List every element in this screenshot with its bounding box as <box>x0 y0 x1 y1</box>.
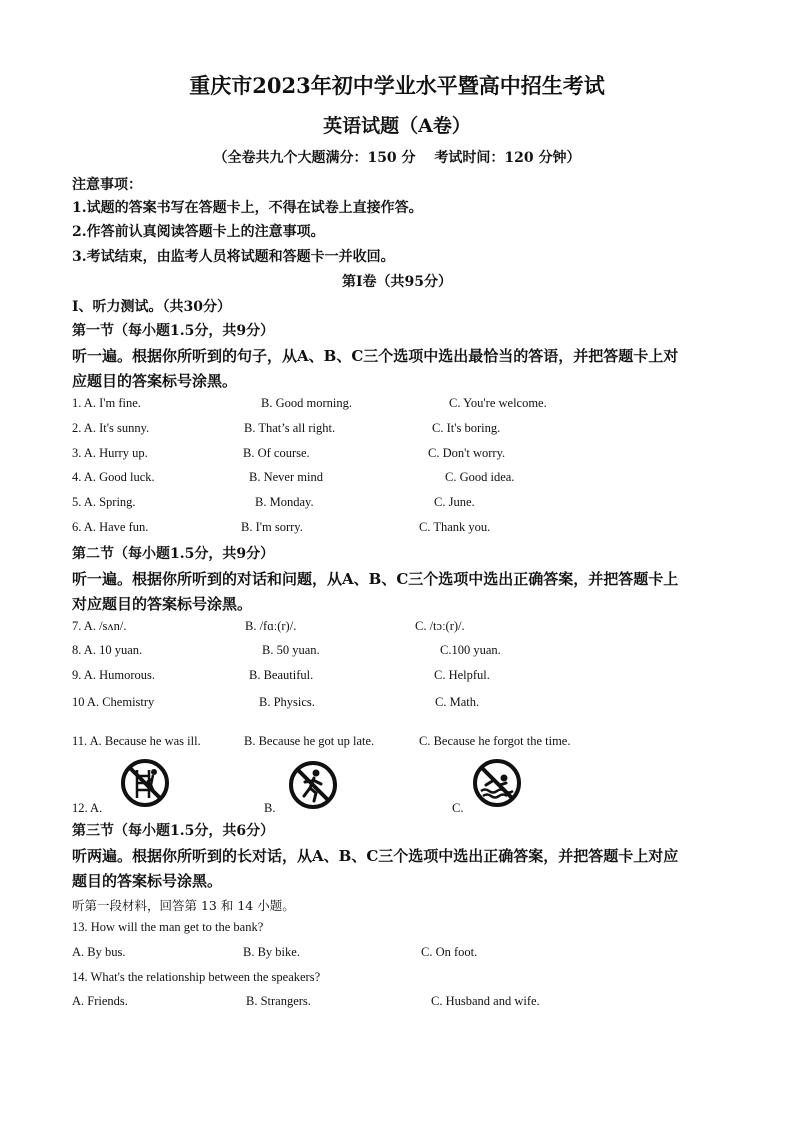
option-a: 9. A. Humorous. <box>72 668 155 682</box>
option-b: B. /fɑː(r)/. <box>245 619 297 633</box>
option-b: B. I'm sorry. <box>241 520 303 534</box>
option-c: C. It's boring. <box>432 421 501 435</box>
section-instruction: 听一遍。根据你所听到的句子，从A、B、C三个选项中选出最恰当的答语，并把答题卡上对 <box>72 347 679 365</box>
option-b: B. Strangers. <box>246 994 311 1008</box>
option-b: B. Physics. <box>259 695 315 709</box>
part-heading: Ⅰ、听力测试。（共30分） <box>72 299 232 315</box>
volume-heading: 第Ⅰ卷（共95分） <box>341 274 453 290</box>
option-a: 10 A. Chemistry <box>72 695 155 709</box>
option-a: 1. A. I'm fine. <box>72 396 141 410</box>
exam-info: （全卷共九个大题满分：150 分 考试时间：120 分钟） <box>213 150 581 166</box>
option-c: C. <box>452 801 464 815</box>
option-c: C. On foot. <box>421 945 478 959</box>
option-b: B. Of course. <box>243 446 310 460</box>
exam-title: 重庆市2023年初中学业水平暨高中招生考试 <box>189 73 605 98</box>
question-stem: 13. How will the man get to the bank? <box>72 920 264 934</box>
option-b: B. Never mind <box>249 470 323 484</box>
section-heading: 第一节（每小题1.5分，共9分） <box>72 323 275 339</box>
option-b: B. Good morning. <box>261 396 352 410</box>
notes-heading: 注意事项： <box>72 177 142 193</box>
no-running-icon <box>288 760 338 810</box>
note-item: 1.试题的答案书写在答题卡上，不得在试卷上直接作答。 <box>72 200 423 216</box>
option-b: B. By bike. <box>243 945 300 959</box>
exam-subtitle: 英语试题（A卷） <box>323 115 471 137</box>
note-item: 3.考试结束，由监考人员将试题和答题卡一并收回。 <box>72 249 395 265</box>
option-a: A. Friends. <box>72 994 128 1008</box>
option-a: 5. A. Spring. <box>72 495 136 509</box>
option-c: C. /tɔː(r)/. <box>415 619 465 633</box>
option-c: C. Don't worry. <box>428 446 506 460</box>
option-a: 7. A. /sʌn/. <box>72 619 127 633</box>
option-b: B. Beautiful. <box>249 668 314 682</box>
option-a: 6. A. Have fun. <box>72 520 149 534</box>
option-b: B. That’s all right. <box>244 421 336 435</box>
note-item: 2.作答前认真阅读答题卡上的注意事项。 <box>72 224 325 240</box>
question-stem: 14. What's the relationship between the speakers? <box>72 970 321 984</box>
no-ladder-climbing-icon <box>120 758 170 808</box>
option-c: C. Thank you. <box>419 520 491 534</box>
section-instruction: 听两遍。根据你所听到的长对话，从A、B、C三个选项中选出正确答案，并把答题卡上对应 <box>72 847 679 865</box>
section-heading: 第二节（每小题1.5分，共9分） <box>72 546 275 562</box>
option-b: B. Because he got up late. <box>244 734 375 748</box>
option-a: 12. A. <box>72 801 103 815</box>
option-c: C. You're welcome. <box>449 396 547 410</box>
option-a: A. By bus. <box>72 945 126 959</box>
option-a: 3. A. Hurry up. <box>72 446 148 460</box>
option-b: B. <box>264 801 276 815</box>
section-instruction: 对应题目的答案标号涂黑。 <box>72 595 253 613</box>
option-c: C. Husband and wife. <box>431 994 540 1008</box>
option-c: C. June. <box>434 495 475 509</box>
section-heading: 第三节（每小题1.5分，共6分） <box>72 823 275 839</box>
section-instruction: 应题目的答案标号涂黑。 <box>72 372 238 390</box>
option-c: C. Good idea. <box>445 470 515 484</box>
no-swimming-icon <box>472 758 522 808</box>
option-c: C. Because he forgot the time. <box>419 734 571 748</box>
option-b: B. Monday. <box>255 495 314 509</box>
option-a: 2. A. It's sunny. <box>72 421 150 435</box>
option-a: 4. A. Good luck. <box>72 470 155 484</box>
option-a: 8. A. 10 yuan. <box>72 643 143 657</box>
option-a: 11. A. Because he was ill. <box>72 734 201 748</box>
material-note: 听第一段材料，回答第 13 和 14 小题。 <box>72 898 295 913</box>
option-c: C. Math. <box>435 695 480 709</box>
section-instruction: 题目的答案标号涂黑。 <box>72 872 223 890</box>
option-c: C.100 yuan. <box>440 643 501 657</box>
option-b: B. 50 yuan. <box>262 643 320 657</box>
section-instruction: 听一遍。根据你所听到的对话和问题，从A、B、C三个选项中选出正确答案，并把答题卡上 <box>72 570 679 588</box>
option-c: C. Helpful. <box>434 668 490 682</box>
